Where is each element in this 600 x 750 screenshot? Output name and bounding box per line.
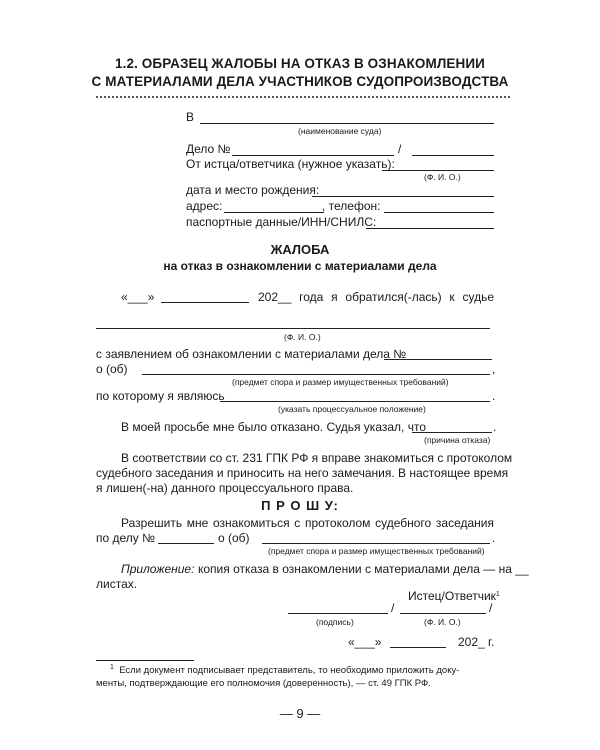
party-fio-hint: (Ф. И. О.) <box>424 172 461 182</box>
phone-field[interactable] <box>384 212 494 213</box>
sign-fio-hint: (Ф. И. О.) <box>424 617 461 627</box>
judge-fio-hint: (Ф. И. О.) <box>284 332 321 342</box>
footnote-mark: 1 <box>110 664 114 671</box>
footnote-reference: 1 <box>495 591 500 598</box>
address-field[interactable] <box>224 212 324 213</box>
para-line-1: В соответствии со ст. 231 ГПК РФ я вправе знакомиться с протоколом <box>121 451 513 465</box>
signature-sep-2: / <box>489 601 493 615</box>
phone-label: , телефон: <box>322 199 381 213</box>
request-subject-hint: (предмет спора и размер имущественных требований) <box>268 546 485 556</box>
footnote-divider <box>96 660 194 661</box>
statement-case-field[interactable] <box>384 359 492 360</box>
signature-date-open: «___» <box>348 635 382 649</box>
para-line-3: я лишен(-на) данного процессуального права. <box>96 481 354 495</box>
signature-month-field[interactable] <box>390 647 446 648</box>
statement-text: с заявлением об ознакомлении с материалами дела № <box>96 347 407 361</box>
attachment-label: Приложение: <box>121 562 195 576</box>
footnote-line-2: менты, подтверждающие его полномочия (доверенность), — ст. 49 ГПК РФ. <box>96 678 431 689</box>
signature-role-text: Истец/Ответчик <box>408 589 496 603</box>
footnote-line-1 <box>110 664 459 676</box>
birth-label: дата и место рождения: <box>186 183 320 197</box>
signature-field[interactable] <box>288 613 388 614</box>
case-separator: / <box>398 142 402 156</box>
request-period: . <box>492 531 496 545</box>
party-label: От истца/ответчика (нужное указать): <box>186 157 395 171</box>
request-line-1: Разрешить мне ознакомиться с протоколом судебного заседания <box>121 516 494 530</box>
footnote-text-1: Если документ подписывает представитель, то необходимо приложить доку- <box>119 665 460 676</box>
judge-fio-field[interactable] <box>96 328 490 329</box>
doc-subtitle: на отказ в ознакомлении с материалами дела <box>163 259 437 273</box>
case-number-field[interactable] <box>232 155 394 156</box>
role-period: . <box>492 389 496 403</box>
passport-field[interactable] <box>366 228 494 229</box>
passport-label: паспортные данные/ИНН/СНИЛС: <box>186 215 377 229</box>
role-hint: (указать процессуальное положение) <box>278 404 426 414</box>
court-name-field[interactable] <box>200 123 494 124</box>
about-comma: , <box>492 362 496 376</box>
date-open: «___» <box>121 290 155 304</box>
subject-hint: (предмет спора и размер имущественных требований) <box>232 377 449 387</box>
doc-title: ЖАЛОБА <box>270 242 330 257</box>
date-month-field[interactable] <box>161 302 249 303</box>
role-field[interactable] <box>220 401 490 402</box>
section-title-line-1: 1.2. ОБРАЗЕЦ ЖАЛОБЫ НА ОТКАЗ В ОЗНАКОМЛЕНИИ <box>115 56 485 71</box>
section-title-line-2: С МАТЕРИАЛАМИ ДЕЛА УЧАСТНИКОВ СУДОПРОИЗВОДСТВА <box>91 74 509 89</box>
request-case-field[interactable] <box>158 543 214 544</box>
reason-hint: (причина отказа) <box>424 435 491 445</box>
case-year-field[interactable] <box>412 155 494 156</box>
request-about-label: о (об) <box>218 531 250 545</box>
dotted-divider <box>96 96 510 98</box>
request-subject-field[interactable] <box>262 543 490 544</box>
attachment-text: копия отказа в ознакомлении с материалами дела — на __ <box>198 562 529 576</box>
year-text: 202__ года я обратился(-лась) к судье <box>258 290 494 304</box>
signature-fio-field[interactable] <box>400 613 486 614</box>
to-label: В <box>186 110 195 124</box>
court-hint: (наименование суда) <box>298 126 382 136</box>
role-label: по которому я являюсь <box>96 389 225 403</box>
sign-hint: (подпись) <box>316 617 354 627</box>
attachment-end: листах. <box>96 577 138 591</box>
address-label: адрес: <box>186 199 223 213</box>
about-label: о (об) <box>96 362 128 376</box>
para-line-2: судебного заседания и приносить на него замечания. В настоящее время <box>96 466 509 480</box>
signature-role <box>408 589 500 603</box>
reason-field[interactable] <box>412 432 492 433</box>
request-header: П Р О Ш У: <box>261 498 339 513</box>
party-fio-field[interactable] <box>382 170 494 171</box>
subject-field[interactable] <box>142 374 490 375</box>
refused-text: В моей просьбе мне было отказано. Судья указал, что <box>121 420 426 434</box>
birth-field[interactable] <box>312 196 494 197</box>
signature-sep-1: / <box>391 601 395 615</box>
refused-period: . <box>493 420 497 434</box>
request-case-label: по делу № <box>96 531 155 545</box>
signature-year: 202_ г. <box>458 635 495 649</box>
case-no-label: Дело № <box>186 142 231 156</box>
page-number: — 9 — <box>279 706 321 721</box>
